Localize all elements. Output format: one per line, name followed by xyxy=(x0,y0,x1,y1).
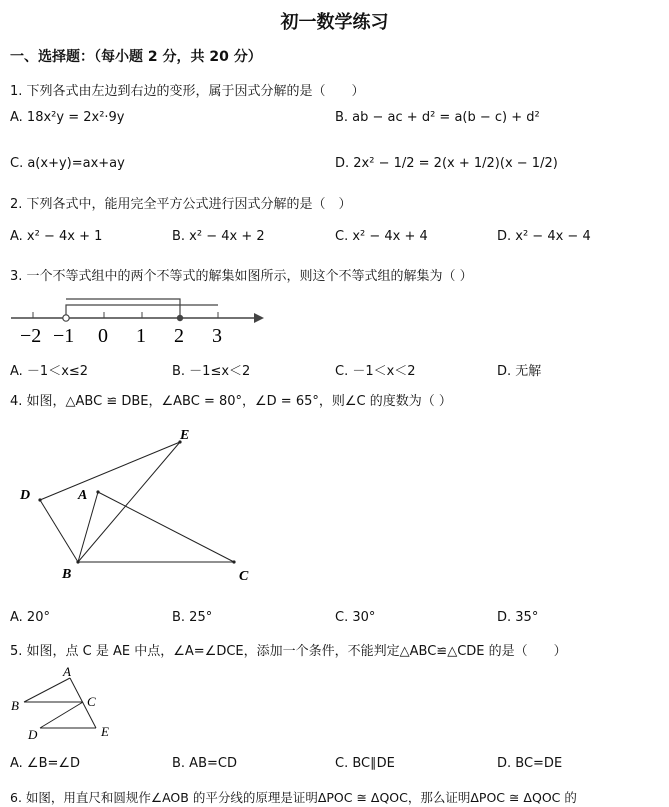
question-4-option-d: D. 35° xyxy=(497,610,539,625)
segment-ab xyxy=(24,678,70,702)
number-line-figure xyxy=(8,292,270,352)
label-a: A xyxy=(63,664,71,679)
label-a: A xyxy=(78,488,88,503)
segment-ac xyxy=(98,492,234,562)
question-2-option-b: B. x² − 4x + 2 xyxy=(172,229,265,244)
question-6-stem: 6. 如图，用直尺和圆规作∠AOB 的平分线的原理是证明ΔPOC ≅ ΔQOC，那么证明ΔPOC ≅ ΔQOC 的 xyxy=(10,790,577,805)
question-5-option-b: B. AB=CD xyxy=(172,756,237,771)
segment-cd xyxy=(40,702,83,728)
question-4-option-a: A. 20° xyxy=(10,610,50,625)
question-4-option-c: C. 30° xyxy=(335,610,376,625)
triangle-figure-q5 xyxy=(8,664,128,746)
label-d: D xyxy=(28,727,38,742)
question-5-option-d: D. BC=DE xyxy=(497,756,563,771)
question-5-option-c: C. BC∥DE xyxy=(335,756,395,771)
tick-label: −2 xyxy=(20,325,42,347)
question-2-option-c: C. x² − 4x + 4 xyxy=(335,229,428,244)
question-1-option-b: B. ab − ac + d² = a(b − c) + d² xyxy=(335,110,540,125)
section-heading: 一、选择题：（每小题 2 分，共 20 分） xyxy=(10,49,262,65)
number-line-arrow xyxy=(254,313,264,323)
question-1-option-c: C. a(x+y)=ax+ay xyxy=(10,156,125,171)
tick-label: 3 xyxy=(212,325,222,347)
segment-db xyxy=(40,500,78,562)
question-4-stem: 4. 如图，△ABC ≌ DBE，∠ABC = 80°，∠D = 65°，则∠C 的度数为（ ） xyxy=(10,394,452,409)
triangle-figure-q4 xyxy=(10,420,260,590)
segment-de xyxy=(40,442,180,500)
open-point xyxy=(63,315,69,321)
page-title: 初一数学练习 xyxy=(280,12,389,33)
question-2-option-a: A. x² − 4x + 1 xyxy=(10,229,103,244)
tick-label: 1 xyxy=(136,325,146,347)
question-2-stem: 2. 下列各式中，能用完全平方公式进行因式分解的是（ ） xyxy=(10,197,352,212)
label-e: E xyxy=(180,428,190,443)
question-2-option-d: D. x² − 4x − 4 xyxy=(497,229,591,244)
solution-set-bracket-right xyxy=(66,299,180,318)
label-c: C xyxy=(239,569,249,584)
tick-label: 0 xyxy=(98,325,108,347)
label-b: B xyxy=(62,567,72,582)
number-line-ticks xyxy=(33,312,218,318)
label-d: D xyxy=(20,488,31,503)
question-1-stem: 1. 下列各式由左边到右边的变形，属于因式分解的是（ ） xyxy=(10,84,365,99)
tick-label: 2 xyxy=(174,325,184,347)
label-e: E xyxy=(101,724,109,739)
question-1-option-a: A. 18x²y = 2x²·9y xyxy=(10,110,125,125)
question-5-option-a: A. ∠B=∠D xyxy=(10,756,81,771)
segment-be xyxy=(78,442,180,562)
question-3-option-c: C. －1＜x＜2 xyxy=(335,364,416,379)
question-5-stem: 5. 如图，点 C 是 AE 中点，∠A=∠DCE，添加一个条件，不能判定△ABC≌△CDE 的是（ ） xyxy=(10,644,567,659)
question-3-option-d: D. 无解 xyxy=(497,364,542,379)
closed-point xyxy=(177,315,183,321)
question-3-option-a: A. －1＜x≤2 xyxy=(10,364,89,379)
tick-label: −1 xyxy=(53,325,75,347)
label-b: B xyxy=(11,698,19,713)
question-4-option-b: B. 25° xyxy=(172,610,213,625)
question-3-option-b: B. －1≤x＜2 xyxy=(172,364,251,379)
question-3-stem: 3. 一个不等式组中的两个不等式的解集如图所示，则这个不等式组的解集为（ ） xyxy=(10,269,473,284)
question-1-option-d: D. 2x² − 1/2 = 2(x + 1/2)(x − 1/2) xyxy=(335,156,558,171)
label-c: C xyxy=(87,694,96,709)
